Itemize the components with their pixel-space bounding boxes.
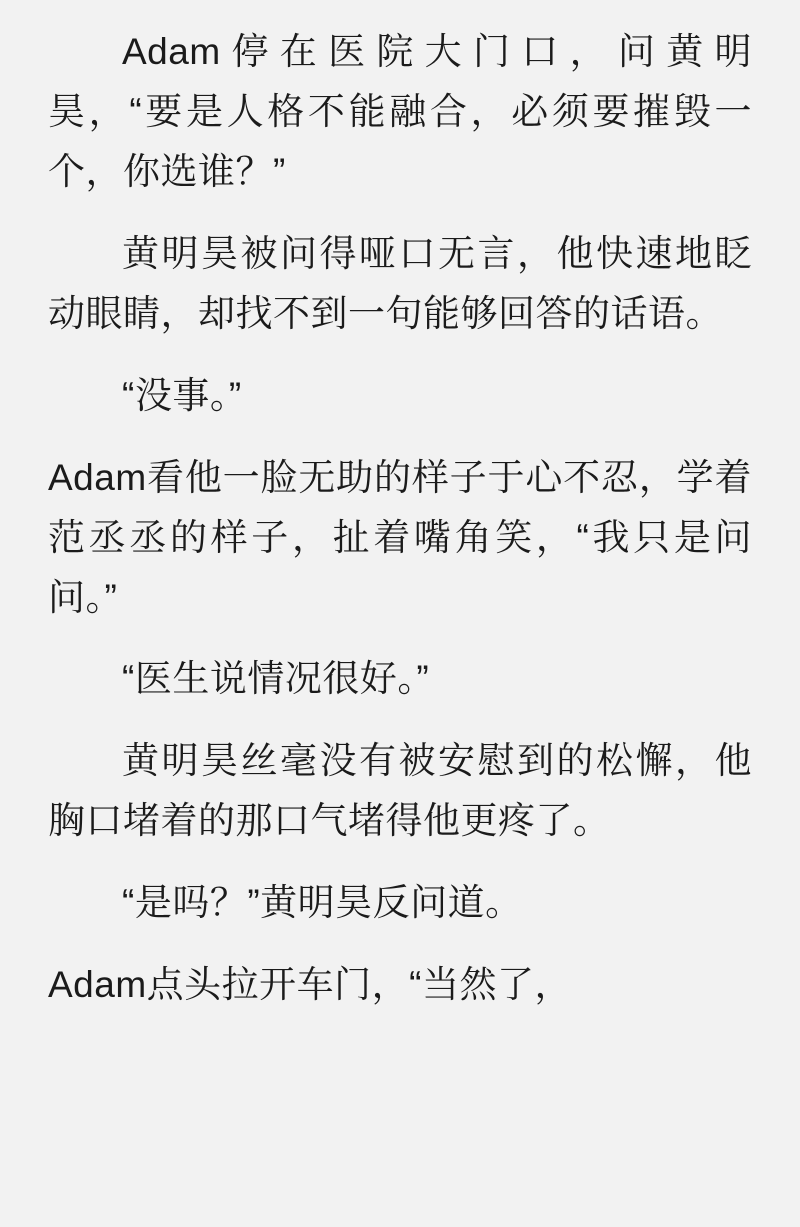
paragraph: “医生说情况很好。” (122, 658, 430, 700)
paragraph: Adam停在医院大门口，问黄明昊，“要是人格不能融合，必须要摧毁一个，你选谁？” (48, 31, 752, 192)
paragraph: Adam点头拉开车门，“当然了， (48, 964, 572, 1006)
paragraph: “没事。” (122, 374, 242, 416)
paragraph: Adam看他一脸无助的样子于心不忍，学着范丞丞的样子，扯着嘴角笑，“我只是问问。” (48, 456, 752, 618)
paragraph: 黄明昊被问得哑口无言，他快速地眨动眼睛，却找不到一句能够回答的话语。 (48, 232, 752, 334)
paragraph: 黄明昊丝毫没有被安慰到的松懈，他胸口堵着的那口气堵得他更疼了。 (48, 740, 752, 842)
paragraph: “是吗？”黄明昊反问道。 (122, 882, 523, 924)
